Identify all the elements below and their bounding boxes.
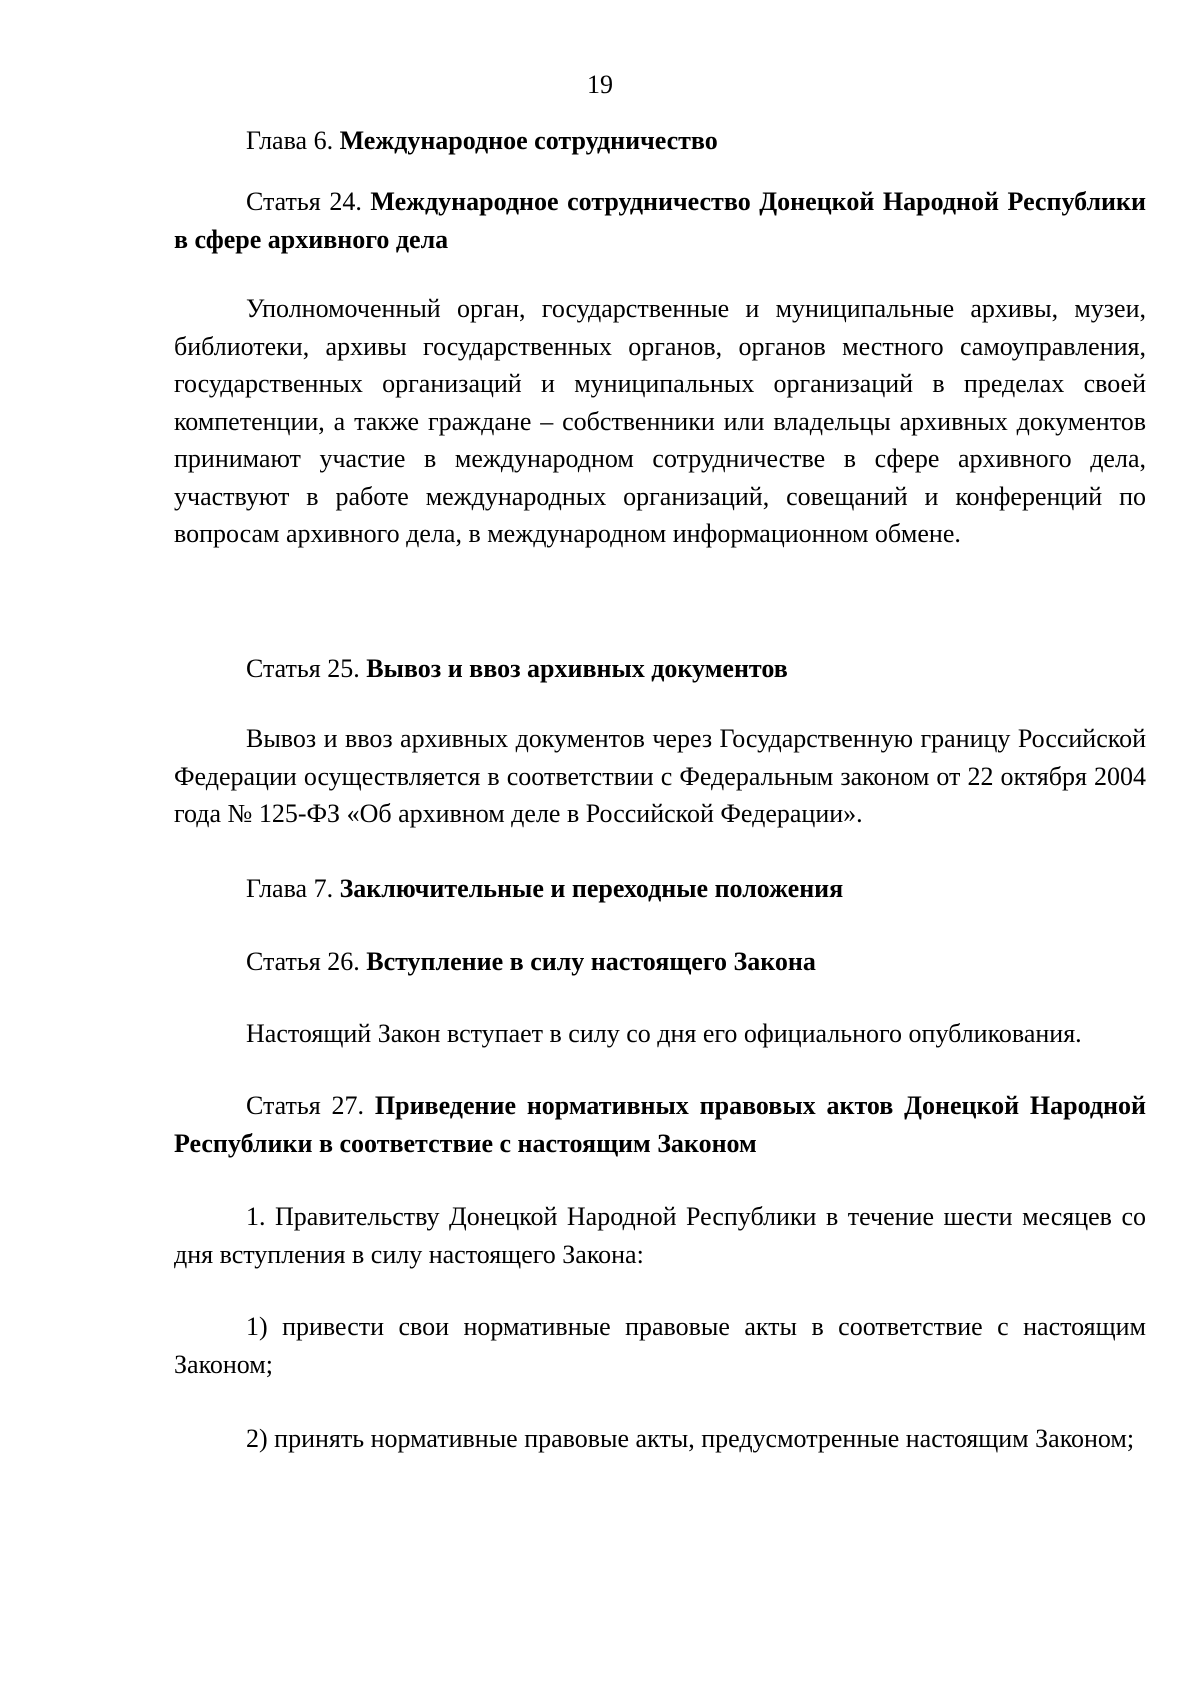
chapter-6-title: Международное сотрудничество	[339, 126, 718, 155]
article-27-subitem-2: 2) принять нормативные правовые акты, предусмотренные настоящим Законом;	[246, 1424, 1135, 1453]
article-27-label: Статья 27.	[246, 1091, 375, 1120]
article-25-label: Статья 25.	[246, 654, 367, 683]
article-27-heading	[174, 1087, 1146, 1162]
article-27-item-1: 1. Правительству Донецкой Народной Республики в течение шести месяцев со дня вступления в силу настоящего Закона:	[174, 1202, 1146, 1269]
article-26-label: Статья 26.	[246, 947, 367, 976]
chapter-6-label: Глава 6.	[246, 126, 340, 155]
article-25-text: Вывоз и ввоз архивных документов через Государственную границу Российской Федерации осуществляется в соответствии с Федеральным законом от 22 октября 2004 года № 125-ФЗ «Об архивном деле в Российской Федерации».	[174, 724, 1146, 828]
article-27-title: Приведение нормативных правовых актов Донецкой Народной Республики в соответствие с настоящим Законом	[174, 1091, 1146, 1158]
article-24-text: Уполномоченный орган, государственные и муниципальные архивы, музеи, библиотеки, архивы государственных органов, органов местного самоуправления, государственных организаций и муниципальных организаций в пределах своей компетенции, а также граждане – собственники или владельцы архивных документов принимают участие в международном сотрудничестве в сфере архивного дела, участвуют в работе международных организаций, совещаний и конференций по вопросам архивного дела, в международном информационном обмене.	[174, 294, 1146, 548]
article-26-text: Настоящий Закон вступает в силу со дня его официального опубликования.	[246, 1019, 1082, 1048]
chapter-6-heading	[174, 122, 1146, 160]
page-number: 19	[587, 70, 613, 99]
article-25-heading	[174, 650, 1146, 688]
chapter-7-title: Заключительные и переходные положения	[339, 874, 844, 903]
article-24-title: Международное сотрудничество Донецкой Народной Республики в сфере архивного дела	[174, 187, 1146, 254]
article-26-title: Вступление в силу настоящего Закона	[366, 947, 816, 976]
article-24-heading	[174, 183, 1146, 258]
article-27-subitem-1: 1) привести свои нормативные правовые акты в соответствие с настоящим Законом;	[174, 1312, 1146, 1379]
chapter-7-heading	[174, 870, 1146, 908]
article-25-title: Вывоз и ввоз архивных документов	[366, 654, 788, 683]
article-24-label: Статья 24.	[246, 187, 371, 216]
chapter-7-label: Глава 7.	[246, 874, 340, 903]
article-26-heading	[174, 943, 1146, 981]
